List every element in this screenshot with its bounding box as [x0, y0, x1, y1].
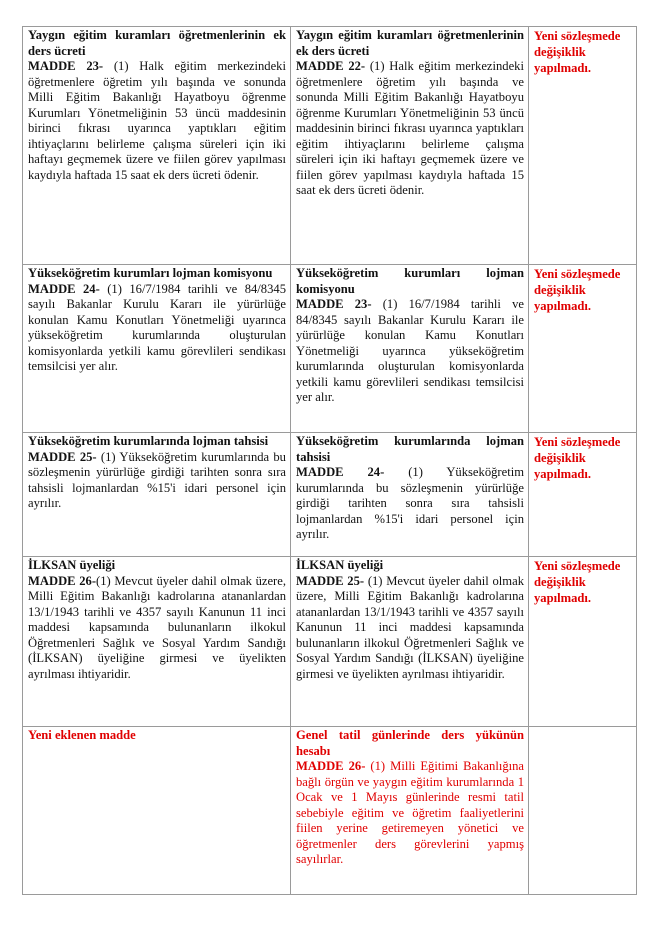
- new-article-number: MADDE 26-: [296, 759, 366, 773]
- old-article-number: MADDE 25-: [28, 449, 97, 464]
- table-row: [23, 265, 637, 433]
- old-article-number: MADDE 26-: [28, 573, 97, 588]
- old-article-body: [28, 59, 286, 183]
- new-article-title: Yükseköğretim kurumları lojman komisyonu: [296, 266, 524, 296]
- status-note: Yeni sözleşmede değişiklik yapılmadı.: [529, 27, 637, 265]
- new-article-body: [296, 59, 524, 199]
- comparison-page: [22, 26, 636, 895]
- old-article-body: [28, 450, 286, 512]
- old-article-body: [28, 574, 286, 683]
- new-article-cell: [291, 433, 529, 557]
- old-article-number: MADDE 24-: [28, 281, 100, 296]
- new-article-cell: [291, 27, 529, 265]
- old-article-cell: [23, 27, 291, 265]
- new-article-body: [296, 574, 524, 683]
- new-article-text: (1) Halk eğitim merkezindeki öğretmenlere öğretim yılı başında ve sonunda Milli Eğitim Bakanlığı Hayatboyu öğrenme Kurumları Yönetmeliğinin 53 üncü maddesinin birinci fıkrası uyarınca yaptıkları eğitim ihtiyaçlarını belirleme çalışma süreleri için iki haftayı geçmemek üzere ve fiilen görev yapılması kaydıyla haftada 15 saat ek ders ücreti ödenir.: [296, 59, 524, 197]
- new-article-title: Genel tatil günlerinde ders yükünün hesabı: [296, 728, 524, 758]
- table-row: [23, 27, 637, 265]
- new-article-title: Yükseköğretim kurumlarında lojman tahsisi: [296, 434, 524, 464]
- new-article-number: MADDE 22-: [296, 59, 366, 73]
- new-article-body: [296, 465, 524, 543]
- new-article-number: MADDE 23-: [296, 297, 372, 311]
- new-article-number: MADDE 24-: [296, 465, 385, 479]
- comparison-table: [22, 26, 637, 895]
- old-article-cell: [23, 557, 291, 727]
- table-row: [23, 557, 637, 727]
- old-article-text: (1) Yükseköğretim kurumlarında bu sözleşmenin yürürlüğe girdiği tarihten sonra sıra tahsisli lojmanlardan %15'i idari personel için ayrılır.: [28, 449, 286, 510]
- new-article-text: (1) Mevcut üyeler dahil olmak üzere, Milli Eğitim Bakanlığı kadrolarına atananlardan 13/1/1943 tarihli ve 4357 sayılı Kanunun 11 inci maddesi kapsamında bulunanların ilkokul Öğretmenleri Sağlık ve Sosyal Yardım Sandığı (İLKSAN) üyeliğine girmesi ve üyelikten ayrılması ihtiyaridir.: [296, 573, 524, 681]
- old-article-cell: [23, 433, 291, 557]
- new-article-text: (1) Yükseköğretim kurumlarında bu sözleşmenin yürürlüğe girdiği tarihten sonra sıra tahsisli lojmanlardan %15'i idari personel için ayrılır.: [296, 465, 524, 541]
- new-article-title: İLKSAN üyeliği: [296, 558, 384, 572]
- new-article-body: [296, 759, 524, 868]
- new-article-cell: [291, 727, 529, 895]
- old-article-text: (1) 16/7/1984 tarihli ve 84/8345 sayılı Bakanlar Kurulu Kararı ile yürürlüğe konulan Kamu Konutları Yönetmeliği uyarınca yükseköğretim kurumlarında oluşturulan komisyonlarda yetkili kamu görevlileri sendikası temsilcisi yer alır.: [28, 281, 286, 373]
- new-article-number: MADDE 25-: [296, 573, 365, 588]
- old-article-number: MADDE 23-: [28, 59, 104, 73]
- new-article-body: [296, 297, 524, 406]
- new-article-title: Yaygın eğitim kuramları öğretmenlerinin ek ders ücreti: [296, 28, 524, 58]
- old-article-body: [28, 282, 286, 375]
- empty-status-cell: [529, 727, 637, 895]
- status-note: Yeni sözleşmede değişiklik yapılmadı.: [529, 433, 637, 557]
- status-note: Yeni sözleşmede değişiklik yapılmadı.: [529, 557, 637, 727]
- table-row: [23, 727, 637, 895]
- old-article-cell: [23, 265, 291, 433]
- old-article-text: (1) Mevcut üyeler dahil olmak üzere, Milli Eğitim Bakanlığı kadrolarına atananlardan 13/1/1943 tarihli ve 4357 sayılı Kanunun 11 inci maddesi kapsamında bulunanların ilkokul Öğretmenleri Sağlık ve Sosyal Yardım Sandığı (İLKSAN) üyeliğine girmesi ve üyelikten ayrılması ihtiyaridir.: [28, 573, 286, 681]
- old-article-title: Yükseköğretim kurumları lojman komisyonu: [28, 266, 273, 280]
- old-article-title: Yaygın eğitim kuramları öğretmenlerinin ek ders ücreti: [28, 28, 286, 58]
- table-row: [23, 433, 637, 557]
- new-article-text: (1) Milli Eğitimi Bakanlığına bağlı örgün ve yaygın eğitim kurumlarında 1 Ocak ve 1 Mayıs günlerinde resmi tatil sebebiyle eğitim ve öğretim faaliyetlerini fiilen yerine getiremeyen yönetici ve öğretmenler ders görevlerini yapmış sayılırlar.: [296, 759, 524, 866]
- new-article-cell: [291, 557, 529, 727]
- old-article-text: (1) Halk eğitim merkezindeki öğretmenlere öğretim yılı başında ve sonunda Milli Eğitim Bakanlığı Hayatboyu öğrenme Kurumları Yönetmeliğinin 53 üncü maddesinin birinci fıkrası uyarınca yaptıkları eğitim ihtiyaçlarını belirleme çalışma süreleri için iki haftayı geçmemek üzere ve fiilen görev yapılması kaydıyla haftada 15 saat ek ders ücreti ödenir.: [28, 59, 286, 182]
- new-article-text: (1) 16/7/1984 tarihli ve 84/8345 sayılı Bakanlar Kurulu Kararı ile yürürlüğe konulan Kamu Konutları Yönetmeliği uyarınca yükseköğretim kurumlarında oluşturulan komisyonlarda yetkili kamu görevlileri sendikası temsilcisi yer alır.: [296, 297, 524, 404]
- new-article-label: Yeni eklenen madde: [23, 727, 291, 895]
- old-article-title: Yükseköğretim kurumlarında lojman tahsisi: [28, 434, 269, 448]
- new-article-cell: [291, 265, 529, 433]
- status-note: Yeni sözleşmede değişiklik yapılmadı.: [529, 265, 637, 433]
- old-article-title: İLKSAN üyeliği: [28, 558, 116, 572]
